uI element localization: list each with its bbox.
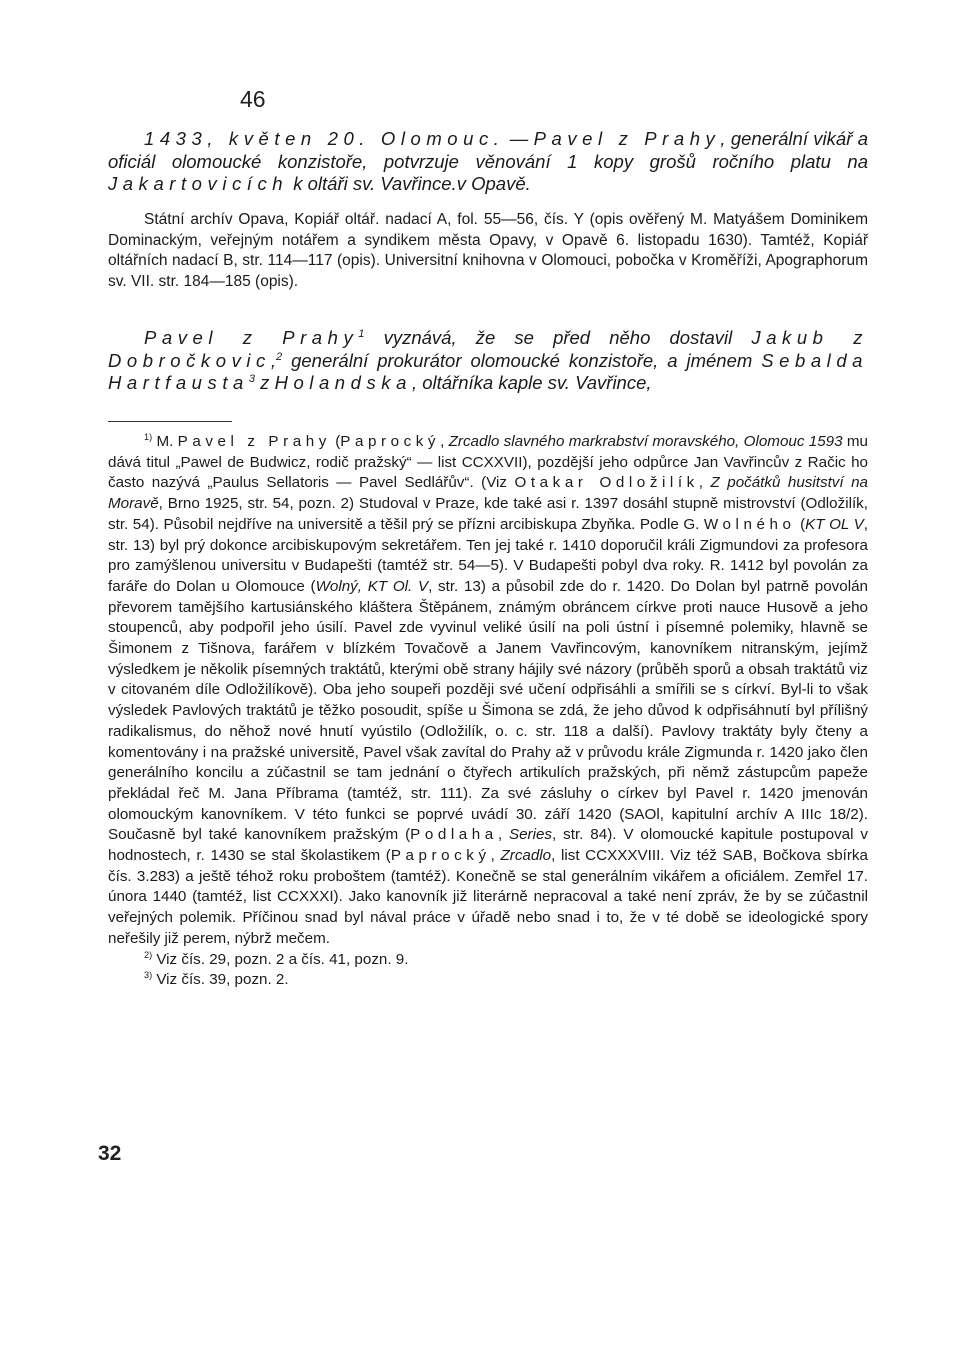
footnote-1-name: Otakar Odložilík — [514, 474, 699, 492]
heading-text-end: k oltáři sv. Vavřince.v Opavě. — [288, 173, 531, 194]
footnote-1-text: , str. 13) byl prý dokonce arcibiskupovým sekretářem. Ten jej také r. 1410 doporučil králi Zigmundovi za profesora pro zamýšlenou universitu v Budapešti (tamtéž str. 54—5). V Budapešti pobyl dva roky. R. 1412 byl povolán za faráře do Dolan u Olomouce ( — [108, 515, 869, 595]
footnote-1-title: Z počátků husitství na Moravě — [108, 474, 868, 513]
heading-text: , generální vikář a oficiál olomoucké konzistoře, potvrzuje věnování 1 kopy grošů ročního platu na — [108, 128, 868, 172]
footnote-1-text: , str. 13) a působil zde do r. 1420. Do Dolan byl patrně povolán převorem tamějšího kartusiánského kláštera Štěpánem, známým obráncem církve proti nauce Husově a jeho stoupenců, aby podpořil jeho úsilí. Pavel zde vyvinul veliké úsilí na poli ústní i písemné polemiky, hlavně se Šimonem z Tišnova, farářem v blízkém Tovačově a Janem Vavřincovým, kanovníkem nitranským, jejímž výsledkem je několik písemných traktátů, kterými obě strany hájily své názory (průběh sporů a obsah traktátů viz v citovaném díle Odložilíkově). Oba jeho soupeři později své učení odpřisáhli a smířili se s církví. Byl-li to však výsledek Pavlových traktátů je těžko posoudit, spíše u Šimona se zdá, že jeho důvod k odpřisáhnutí byl přílišný radikalismus, do něhož nové hnutí vyústilo (Odložilík, o. c. str. 118 a další). Pavlovy traktáty byly čteny a komentovány i na pražské universitě, Pavel však zavítal do Prahy až v průvodu krále Zigmunda r. 1420 jako člen generálního koncilu a zúčastnil se tam jednání o čtyřech artikulích pražských, při němž zástupcům papeže překládal řeč M. Jana Příbrama (tamtéž, str. 111). Za své zásluhy o církev byl Pavel r. 1420 jmenován olomouckým kanovníkem. V této funkci se poprvé uvádí 30. září 1420 (SAOl, kapitulní archív A IIIc 18/2). Současně byl také kanovníkem pražským ( — [108, 577, 868, 844]
footnote-1-title: Zrcadlo slavného markrabství moravského, Olomouc 1593 — [448, 433, 843, 450]
footnote-3-marker: 3) — [144, 970, 153, 981]
footnote-1-name: Paprocký — [390, 847, 491, 865]
heading-issuer-name: Pavel z Prahy — [533, 128, 721, 149]
footnote-1 — [108, 432, 868, 950]
footnote-2-text: Viz čís. 29, pozn. 2 a čís. 41, pozn. 9. — [152, 950, 409, 968]
body-name-jakub: Jakub z Dobročkovic — [108, 327, 868, 371]
body-text-3: generální prokurátor olomoucké konzistoře, a jménem — [282, 349, 762, 371]
footnote-3 — [108, 970, 868, 991]
footnote-1-name: Wolného — [703, 515, 796, 533]
footnote-ref-2: 2 — [275, 350, 283, 363]
footnote-1-name: Paprocký — [340, 433, 441, 450]
footnote-1-marker: 1) — [144, 431, 153, 442]
footnotes — [108, 432, 868, 991]
footnote-1-text: M. — [152, 433, 178, 450]
body-name-pavel: Pavel z Prahy — [144, 327, 359, 348]
footnote-1-title: Series — [508, 826, 553, 844]
footnote-1-text: , Brno 1925, str. 54, pozn. 2) Studoval v Praze, kde také asi r. 1397 dosáhl stupně mistrovství (Odložilík, str. 54). Působil nejdříve na universitě a těšil prý se přízni arcibiskupa Zbyňka. Podle G. — [108, 495, 868, 533]
footnote-1-title: Zrcadlo — [500, 847, 552, 865]
footnote-1-text: mu dává titul „Pawel de Budwicz, rodič pražský“ — list CCXXVII), pozdější jeho odpůrce Jan Vavřincův z Račic ho často nazývá „Paulus Sellatoris — Pavel Sedlářův“. (Viz — [108, 433, 868, 492]
document-heading — [108, 128, 868, 196]
footnote-1-text: , str. 84). V olomoucké kapitule postupoval v hodnostech, r. 1430 se stal školastikem ( — [108, 826, 868, 865]
heading-dash: — — [504, 128, 534, 149]
footnote-3-text: Viz čís. 39, pozn. 2. — [152, 971, 289, 989]
footer-page-number: 32 — [98, 1142, 122, 1165]
footnote-1-text: ( — [330, 433, 341, 450]
body-text-4: z — [255, 372, 275, 393]
body-paragraph — [108, 327, 868, 395]
body-text-5: , oltářníka kaple sv. Vavřince, — [411, 372, 652, 393]
body-name-sebald: Sebalda Hartfausta — [108, 349, 868, 393]
footnote-1-text: , — [490, 847, 501, 865]
page-number: 46 — [240, 86, 266, 112]
archive-sources-text: Státní archív Opava, Kopiář oltář. nadací A, fol. 55—56, čís. Y (opis ověřený M. Matyášem Dominikem Dominackým, veřejným notářem a syndikem města Opavy, v Opavě 6. listopadu 1630). Tamtéž, Kopiář oltářních nadací B, str. 114—117 (opis). Universitní knihovna v Olomouci, pobočka v Kroměříži, Apographorum sv. VII. str. 184—185 (opis). — [108, 211, 868, 290]
footnote-separator — [108, 421, 232, 422]
document-body — [108, 327, 868, 395]
body-text-2: , — [270, 349, 276, 371]
heading-place-name: Jakartovicích — [108, 173, 289, 194]
footnote-1-title: KT OL V — [805, 515, 864, 533]
footnote-1-text: ( — [795, 515, 806, 533]
heading-date-place: 1433, květen 20. Olomouc. — [144, 128, 505, 149]
body-text-1: vyznává, že se před něho dostavil — [364, 327, 752, 348]
archive-sources — [108, 210, 868, 292]
footnote-1-text: , list CCXXXVIII. Viz též SAB, Bočkova sbírka čís. 3.283) a ještě téhož roku proboštem (tamtéž). Konečně se stal generálním vikářem a oficiálem. Zemřel 17. února 1440 (tamtéž, list CCXXXI). Jako kanovník již literárně nepracoval a také není zpráv, že by se zúčastnil veřejných polemik. Příčinou snad byl nával práce v úřadě nebo snad i to, že v té době se ideologické spory neřešily již perem, nýbrž mečem. — [108, 847, 868, 947]
footnote-1-text: , — [440, 433, 449, 450]
footnote-ref-3: 3 — [248, 372, 256, 385]
footnote-2 — [108, 950, 868, 971]
footnote-1-text: , — [698, 474, 711, 492]
footnote-1-title: Wolný, KT Ol. V — [315, 577, 429, 595]
footnote-1-text: , — [497, 826, 509, 844]
footnote-2-marker: 2) — [144, 949, 153, 960]
body-place-holandsko: Holandska — [274, 372, 412, 393]
footnote-ref-1: 1 — [358, 327, 365, 340]
footnote-1-name: Podlaha — [410, 826, 498, 844]
footnote-1-name: Pavel z Prahy — [177, 433, 331, 450]
